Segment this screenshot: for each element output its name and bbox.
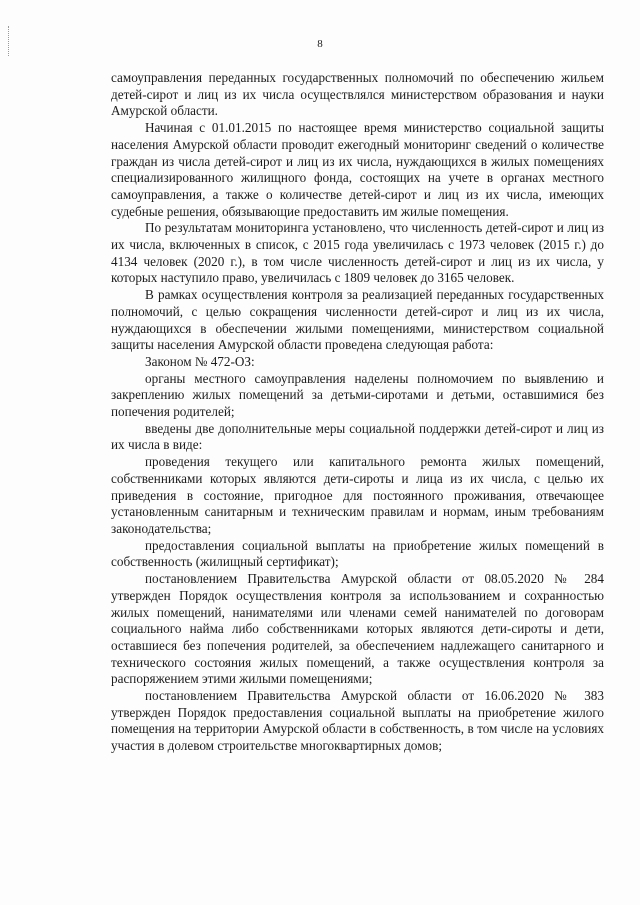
body-text xyxy=(111,70,604,755)
paragraph: По результатам мониторинга установлено, что численность детей-сирот и лиц из их числа, включенных в список, с 2015 года увеличилась с 1973 человек (2015 г.) до 4134 человек (2020 г.), в том числе численность детей-сирот и лиц из их числа, у которых наступило право, увеличилась с 1809 человек до 3165 человек. xyxy=(111,220,604,286)
paragraph: Законом № 472-ОЗ: xyxy=(145,353,255,369)
paragraph: В рамках осуществления контроля за реализацией переданных государственных полномочий, с целью сокращения численности детей-сирот и лиц из их числа, нуждающихся в обеспечении жилыми помещениями, министерством социальной защиты населения Амурской области проведена следующая работа: xyxy=(111,287,604,353)
paragraph: Начиная с 01.01.2015 по настоящее время министерство социальной защиты населения Амурской области проводит ежегодный мониторинг сведений о количестве граждан из числа детей-сирот и лиц из их числа, нуждающихся в жилых помещениях специализированного жилищного фонда, состоящих на учете в органах местного самоуправления, а также о количестве детей-сирот и лиц из их числа, имеющих судебные решения, обязывающие предоставить им жилые помещения. xyxy=(111,120,604,219)
paragraph: самоуправления переданных государственных полномочий по обеспечению жильем детей-сирот и лиц из их числа осуществлялся министерством образования и науки Амурской области. xyxy=(111,70,604,119)
paragraph: проведения текущего или капитального ремонта жилых помещений, собственниками которых являются дети-сироты и лица из их числа, с целью их приведения в состояние, пригодное для постоянного проживания, отвечающее установленным санитарным и техническим правилам и нормам, иным требованиям законодательства; xyxy=(111,454,604,536)
page-number: 8 xyxy=(317,38,323,50)
paragraph: постановлением Правительства Амурской области от 16.06.2020 № 383 утвержден Порядок предоставления социальной выплаты на приобретение жилого помещения на территории Амурской области в собственность, в том числе на условиях участия в долевом строительстве многоквартирных домов; xyxy=(111,688,604,754)
paragraph: введены две дополнительные меры социальной поддержки детей-сирот и лиц из их числа в виде: xyxy=(111,420,604,453)
paragraph: постановлением Правительства Амурской области от 08.05.2020 № 284 утвержден Порядок осуществления контроля за использованием и сохранностью жилых помещений, нанимателями или членами семей нанимателей по договорам социального найма либо собственниками которых являются дети-сироты и дети, оставшиеся без попечения родителей, за обеспечением надлежащего санитарного и технического состояния жилых помещений, а также осуществления контроля за распоряжением этими жилыми помещениями; xyxy=(111,571,604,687)
paragraph: предоставления социальной выплаты на приобретение жилых помещений в собственность (жилищный сертификат); xyxy=(111,537,604,570)
paragraph: органы местного самоуправления наделены полномочием по выявлению и закреплению жилых помещений за детьми-сиротами и детьми, оставшимися без попечения родителей; xyxy=(111,370,604,420)
